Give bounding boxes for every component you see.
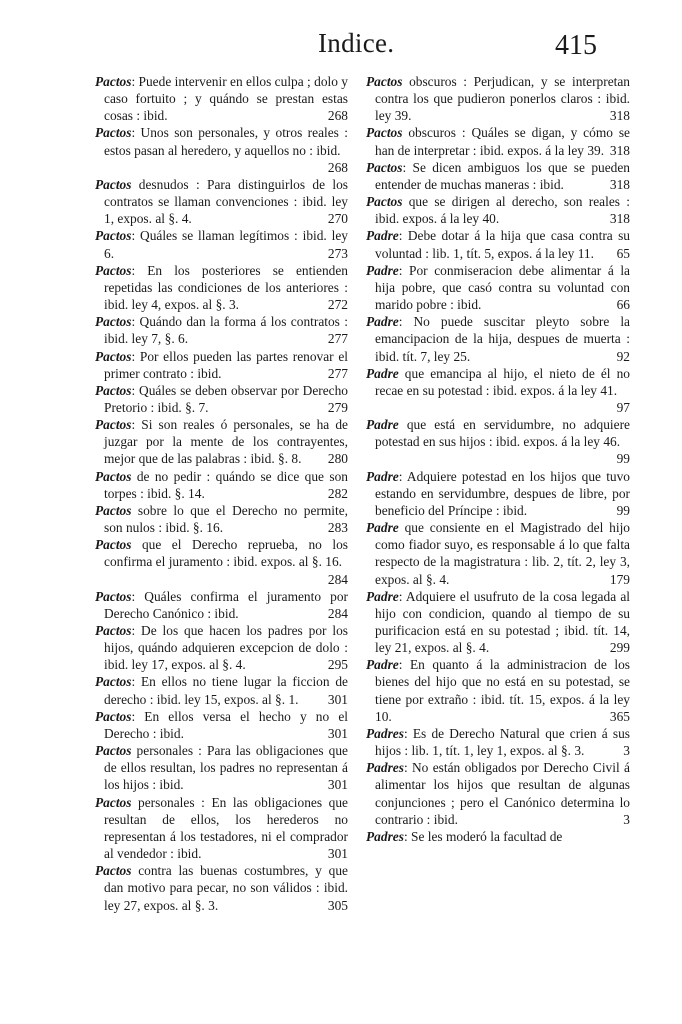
entry-page-number: 97 xyxy=(616,399,630,415)
entry-text: que se dirigen al derecho, son reales : ibid. expos. á la ley 40. xyxy=(375,194,630,227)
index-entry xyxy=(95,588,348,622)
entry-term: Pactos xyxy=(95,708,132,724)
entry-page-number: 301 xyxy=(327,777,348,793)
index-entry xyxy=(366,468,630,519)
entry-page-number: 318 xyxy=(609,108,630,124)
entry-page-number: 273 xyxy=(327,245,348,261)
entry-term: Pactos xyxy=(95,262,132,278)
index-entry xyxy=(95,124,348,175)
index-entry xyxy=(366,725,630,759)
entry-text: : Adquiere el usufruto de la cosa legada al hijo con condicion, quando al tiempo de su purificacion está en su potestad ; ibid. tít. 14, ley 21, expos. al §. 4. xyxy=(375,588,630,656)
index-entry xyxy=(366,416,630,467)
entry-text: obscuros : Perjudican, y se interpretan contra los que pudieron ponerlos claros : ibid. ley 39. xyxy=(375,74,630,124)
entry-term: Padre xyxy=(366,468,399,484)
entry-page-number: 305 xyxy=(327,897,348,913)
entry-page-number: 272 xyxy=(327,297,348,313)
entry-term: Padre xyxy=(366,520,399,536)
entry-page-number: 3 xyxy=(623,811,630,827)
entry-term: Padre xyxy=(366,588,399,604)
entry-text: : No están obligados por Derecho Civil á alimentar los hijos que resultan de algunas conjunciones ; pero el Canónico determina lo contrario : ibid. xyxy=(375,760,630,827)
entry-text: contra las buenas costumbres, y que dan motivo para pecar, no son válidos : ibid. ley 27, expos. al §. 3. xyxy=(104,863,348,913)
entry-text: : Por conmiseracion debe alimentar á la hija pobre, que casó contra su voluntad con marido pobre : ibid. xyxy=(375,262,630,313)
entry-page-number: 299 xyxy=(609,640,630,656)
entry-term: Pactos xyxy=(95,588,132,604)
entry-page-number: 66 xyxy=(616,297,630,313)
entry-text: personales : En las obligaciones que resultan de ellos, los herederos no representan á los testadores, ni el comprador al vendedor : ibid. xyxy=(104,794,348,862)
entry-page-number: 301 xyxy=(327,846,348,862)
index-entry xyxy=(95,794,348,863)
entry-term: Pactos xyxy=(366,159,403,175)
entry-text: : Se dicen ambiguos los que se pueden entender de muchas maneras : ibid. xyxy=(375,159,630,192)
entry-page-number: 295 xyxy=(327,657,348,673)
index-entry xyxy=(366,262,630,313)
index-entry xyxy=(366,124,630,158)
index-entry xyxy=(95,742,348,793)
entry-page-number: 65 xyxy=(616,245,630,261)
index-entry xyxy=(95,348,348,382)
entry-text: que el Derecho reprueba, no los confirma el juramento : ibid. expos. al §. 16. xyxy=(104,537,348,570)
entry-page-number: 284 xyxy=(327,571,348,587)
entry-page-number: 92 xyxy=(616,348,630,364)
index-entry xyxy=(95,227,348,261)
entry-text: : Si son reales ó personales, se ha de juzgar por la mente de los contrayentes, mejor que de las palabras : ibid. §. 8. xyxy=(104,417,348,467)
entry-page-number: 301 xyxy=(327,691,348,707)
entry-text: : Debe dotar á la hija que casa contra su voluntad : lib. 1, tít. 5, expos. á la ley 11. xyxy=(375,228,630,261)
index-entry xyxy=(95,622,348,673)
entry-text: que está en servidumbre, no adquiere potestad en sus hijos : ibid. expos. á la ley 46. xyxy=(375,417,630,450)
index-entry xyxy=(95,708,348,742)
entry-term: Pactos xyxy=(95,74,132,89)
entry-term: Pactos xyxy=(366,74,403,89)
entry-text: que consiente en el Magistrado del hijo como fiador suyo, es responsable á lo que falta respecto de la magistratura : lib. 2, tít. 2, ley 3, expos. al §. 4. xyxy=(375,520,630,587)
index-entry xyxy=(95,536,348,587)
entry-term: Padre xyxy=(366,314,399,330)
entry-text: : No puede suscitar pleyto sobre la emancipacion de la hija, despues de muerta : ibid. tít. 7, ley 25. xyxy=(375,314,630,364)
index-entry xyxy=(366,159,630,193)
entry-page-number: 99 xyxy=(616,451,630,467)
entry-term: Padres xyxy=(366,828,404,844)
entry-page-number: 318 xyxy=(609,211,630,227)
entry-term: Pactos xyxy=(95,417,132,433)
index-entry xyxy=(95,502,348,536)
entry-term: Padre xyxy=(366,262,399,278)
entry-text: que emancipa al hijo, el nieto de él no recae en su potestad : ibid. expos. á la ley 41. xyxy=(375,365,630,398)
entry-term: Pactos xyxy=(95,382,132,398)
index-entry xyxy=(95,262,348,313)
entry-page-number: 301 xyxy=(327,725,348,741)
entry-page-number: 268 xyxy=(327,108,348,124)
entry-text: : En ellos no tiene lugar la ficcion de derecho : ibid. ley 15, expos. al §. 1. xyxy=(104,674,348,707)
entry-page-number: 284 xyxy=(327,605,348,621)
entry-text: : En los posteriores se entienden repetidas las condiciones de los anteriores : ibid. ley 4, expos. al §. 3. xyxy=(104,262,348,313)
entry-term: Pactos xyxy=(95,125,132,141)
entry-page-number: 283 xyxy=(327,520,348,536)
entry-term: Pactos xyxy=(95,537,132,553)
entry-page-number: 318 xyxy=(609,142,630,158)
entry-term: Pactos xyxy=(95,228,132,244)
index-entry xyxy=(95,673,348,707)
entry-term: Padre xyxy=(366,365,399,381)
index-entry xyxy=(95,416,348,467)
index-entry xyxy=(95,176,348,227)
entry-term: Pactos xyxy=(95,863,132,879)
entry-text: : Quáles confirma el juramento por Derecho Canónico : ibid. xyxy=(104,588,348,621)
entry-text: : Quáles se llaman legítimos : ibid. ley 6. xyxy=(104,228,348,261)
entry-text: : Por ellos pueden las partes renovar el primer contrato : ibid. xyxy=(104,348,348,381)
index-entry xyxy=(366,73,630,124)
page-number: 415 xyxy=(555,30,597,61)
entry-text: : Se les moderó la facultad de xyxy=(403,828,563,844)
entry-text: : Adquiere potestad en los hijos que tuvo estando en servidumbre, despues de libre, por beneficio del Príncipe : ibid. xyxy=(375,468,630,518)
index-entry xyxy=(366,227,630,261)
entry-page-number: 279 xyxy=(327,399,348,415)
entry-term: Pactos xyxy=(95,468,132,484)
entry-term: Padre xyxy=(366,228,399,244)
entry-page-number: 179 xyxy=(609,571,630,587)
index-entry xyxy=(366,313,630,364)
entry-text: de no pedir : quándo se dice que son torpes : ibid. §. 14. xyxy=(104,468,348,501)
index-entry xyxy=(95,73,348,124)
entry-page-number: 280 xyxy=(327,451,348,467)
entry-text: : De los que hacen los padres por los hijos, quándo adquieren excepcion de dolo : ibid. ley 17, expos. al §. 4. xyxy=(104,623,348,673)
entry-text: : Quándo dan la forma á los contratos : ibid. ley 7, §. 6. xyxy=(104,314,348,347)
entry-term: Pactos xyxy=(95,348,132,364)
entry-text: desnudos : Para distinguirlos de los contratos se llaman convenciones : ibid. ley 1, expos. al §. 4. xyxy=(104,176,348,227)
index-entry xyxy=(366,656,630,725)
entry-page-number: 365 xyxy=(609,708,630,724)
entry-page-number: 268 xyxy=(327,159,348,175)
index-column-left xyxy=(95,73,348,914)
entry-term: Pactos xyxy=(95,314,132,330)
entry-text: : Puede intervenir en ellos culpa ; dolo y caso fortuito ; y quándo se prestan estas cosas : ibid. xyxy=(104,74,348,124)
entry-text: : En quanto á la administracion de los bienes del hijo que no está en su potestad, se tiene por extraño : ibid. tít. 15, expos. á la ley 10. xyxy=(375,657,630,724)
entry-term: Pactos xyxy=(366,125,403,141)
entry-text: obscuros : Quáles se digan, y cómo se han de interpretar : ibid. expos. á la ley 39. xyxy=(375,125,630,158)
entry-page-number: 277 xyxy=(327,331,348,347)
index-entry xyxy=(95,313,348,347)
entry-text: sobre lo que el Derecho no permite, son nulos : ibid. §. 16. xyxy=(104,502,348,536)
entry-term: Pactos xyxy=(95,176,132,192)
index-entry xyxy=(95,382,348,416)
entry-page-number: 270 xyxy=(327,211,348,227)
entry-term: Padres xyxy=(366,760,404,776)
index-entry xyxy=(366,828,630,845)
entry-page-number: 318 xyxy=(609,176,630,192)
entry-term: Pactos xyxy=(95,674,132,690)
index-entry xyxy=(366,193,630,227)
index-entry xyxy=(95,468,348,502)
entry-term: Pactos xyxy=(95,743,132,759)
entry-text: personales : Para las obligaciones que de ellos resultan, los padres no representan á los hijos : ibid. xyxy=(104,743,348,793)
entry-term: Padre xyxy=(366,657,399,673)
entry-page-number: 277 xyxy=(327,365,348,381)
entry-term: Padres xyxy=(366,725,404,741)
entry-term: Padre xyxy=(366,417,399,433)
entry-text: : Es de Derecho Natural que crien á sus hijos : lib. 1, tít. 1, ley 1, expos. al §. 3. xyxy=(375,725,630,759)
entry-text: : Quáles se deben observar por Derecho Pretorio : ibid. §. 7. xyxy=(104,382,348,415)
index-entry xyxy=(366,519,630,588)
index-entry xyxy=(366,759,630,828)
entry-page-number: 282 xyxy=(327,485,348,501)
index-column-right xyxy=(366,73,630,845)
page-title: Indice. xyxy=(318,28,395,58)
entry-term: Pactos xyxy=(366,194,403,210)
index-entry xyxy=(366,365,630,416)
entry-term: Pactos xyxy=(95,502,132,518)
entry-page-number: 99 xyxy=(616,502,630,518)
index-entry xyxy=(95,862,348,913)
entry-term: Pactos xyxy=(95,794,132,810)
entry-text: : En ellos versa el hecho y no el Derecho : ibid. xyxy=(104,708,348,741)
entry-text: : Unos son personales, y otros reales : estos pasan al heredero, y aquellos no : ibid. xyxy=(104,125,348,158)
entry-page-number: 3 xyxy=(623,743,630,759)
index-entry xyxy=(366,588,630,657)
entry-term: Pactos xyxy=(95,623,132,638)
